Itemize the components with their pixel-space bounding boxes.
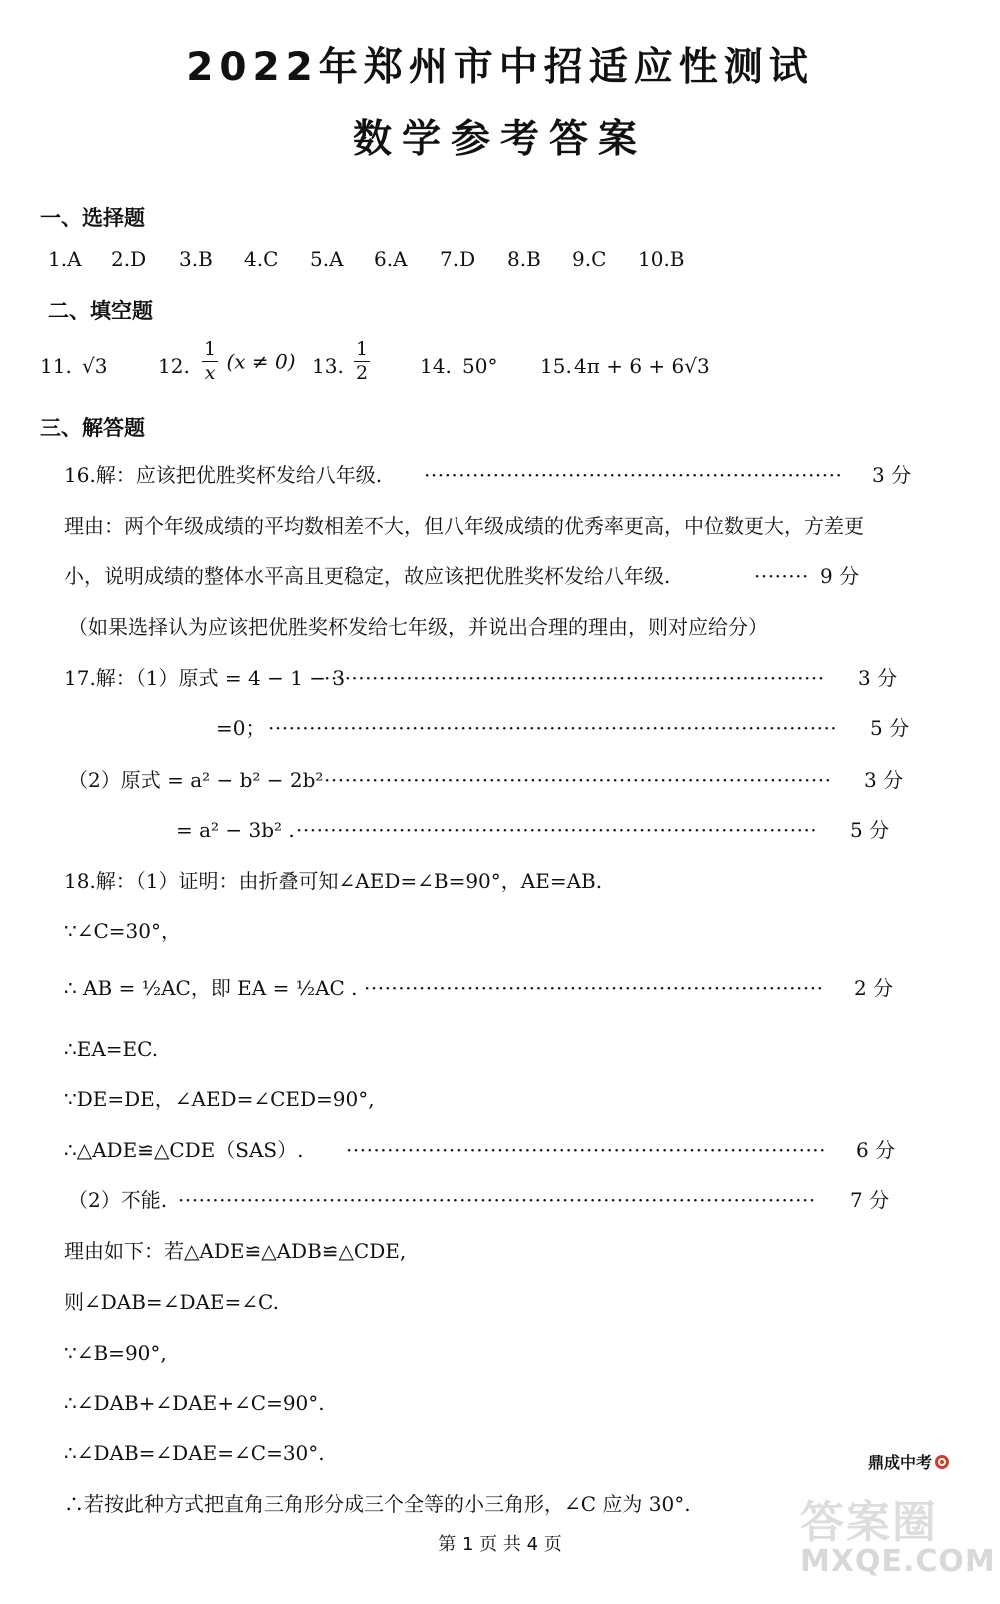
leader-dots: ····························································· [424,463,843,487]
logo-text: 鼎成中考 [868,1453,933,1472]
solution-line [64,1033,964,1065]
line-text: ∴∠DAB=∠DAE=∠C=30°. [64,1441,325,1465]
line-text: ∵∠C=30°， [64,919,181,943]
leader-dots: ··································································· [364,976,824,1000]
solution-line [64,459,964,491]
line-text: =0； [216,716,266,740]
solution-line [216,712,956,744]
choice-answer: 8.B [507,247,541,271]
line-text: 16.解：应该把优胜奖杯发给八年级. [64,463,383,487]
line-text: 则∠DAB=∠DAE=∠C. [64,1290,279,1314]
line-text: ∴△ADE≌△CDE（SAS）. [64,1138,304,1162]
leader-dots: ··················································································· [268,716,838,740]
watermark-bottom: MXQE.COM [800,1544,996,1579]
leader-dots: ········ [754,564,809,588]
line-text: ∴ AB = ½AC，即 EA = ½AC . [64,976,358,1000]
q12-label: 12. [158,354,190,378]
solution-line [64,915,964,947]
target-icon [935,1455,949,1469]
line-text: = a² − 3b² . [176,818,295,842]
choice-answer: 10.B [638,247,685,271]
watermark-top: 答案圈 [800,1497,938,1548]
choice-answer: 9.C [572,247,607,271]
choice-answer: 4.C [244,247,279,271]
q13-numerator: 1 [356,338,369,360]
leader-dots: ······································································ [346,1138,827,1162]
line-text: 18.解：（1）证明：由折叠可知∠AED=∠B=90°，AE=AB. [64,869,603,893]
q14-value: 50° [462,354,498,378]
line-text: 17.解：（1）原式 = 4 − 1 − 3 [64,666,346,690]
choice-answer: 6.A [374,247,408,271]
line-text: ∴EA=EC. [64,1037,159,1061]
solution-line [64,1387,964,1419]
page-title: 2022年郑州市中招适应性测试 [186,45,814,90]
leader-dots: ····························································································· [178,1188,816,1212]
page-subtitle: 数学参考答案 [352,117,647,162]
line-text: （2）不能. [68,1188,168,1212]
section-heading-solve: 三、解答题 [40,416,145,440]
solution-line [64,972,964,1004]
solution-line [64,1437,964,1469]
score-label: 3 分 [864,768,904,792]
solution-line [64,1083,964,1115]
publisher-logo [868,1450,949,1473]
q13-label: 13. [312,354,344,378]
choice-answer: 7.D [440,247,476,271]
q14-label: 14. [420,354,452,378]
q13-denominator: 2 [356,362,369,384]
choice-answer: 3.B [179,247,213,271]
score-label: 3 分 [858,666,898,690]
leader-dots: ········································································· [324,666,825,690]
line-text: 理由如下：若△ADE≌△ADB≌△CDE, [64,1239,407,1263]
score-label: 7 分 [850,1188,890,1212]
q12-condition: (x ≠ 0) [226,349,296,374]
solution-line [64,560,964,592]
solution-line [64,865,964,897]
solution-line [64,1235,964,1267]
solution-line [64,662,964,694]
line-text: （如果选择认为应该把优胜奖杯发给七年级，并说出合理的理由，则对应给分） [68,615,768,639]
solution-line [64,510,964,542]
line-text: ∵∠B=90°, [64,1341,167,1365]
score-label: 5 分 [870,716,910,740]
leader-dots: ············································································ [296,818,818,842]
section-heading-fill: 二、填空题 [48,299,153,323]
solution-line [68,1184,968,1216]
solution-line [68,611,968,643]
choice-answer: 5.A [310,247,344,271]
score-label: 9 分 [820,564,860,588]
score-label: 6 分 [856,1138,896,1162]
q15-label: 15. [540,354,572,378]
fill-answers [40,340,980,410]
line-text: 小，说明成绩的整体水平高且更稳定，故应该把优胜奖杯发给八年级. [64,564,671,588]
line-text: （2）原式 = a² − b² − 2b² [68,768,324,792]
leader-dots: ·········································································· [324,768,832,792]
choice-answer: 1.A [48,247,82,271]
line-text: ∴若按此种方式把直角三角形分成三个全等的小三角形，∠C 应为 30°. [64,1492,691,1516]
line-text: ∴∠DAB+∠DAE+∠C=90°. [64,1391,325,1415]
page-footer: 第 1 页 共 4 页 [438,1534,562,1555]
q12-value [200,340,296,383]
line-text: 理由：两个年级成绩的平均数相差不大，但八年级成绩的优秀率更高，中位数更大，方差更 [64,514,864,538]
solution-line [176,814,956,846]
q11-label: 11. [40,354,72,378]
q12-fraction [202,340,218,383]
q12-denominator: x [204,362,216,384]
q13-fraction [354,340,370,383]
q12-numerator: 1 [204,338,217,360]
solution-line [64,1286,964,1318]
score-label: 5 分 [850,818,890,842]
q15-value: 4π + 6 + 6√3 [574,354,710,378]
solution-line [64,1337,964,1369]
solution-line [68,764,968,796]
choice-answer: 2.D [111,247,147,271]
section-heading-choice: 一、选择题 [40,206,145,230]
solution-line [64,1134,964,1166]
line-text: ∵DE=DE，∠AED=∠CED=90°, [64,1087,375,1111]
score-label: 2 分 [854,976,894,1000]
q13-value [352,340,372,383]
score-label: 3 分 [872,463,912,487]
q11-value: √3 [82,354,108,378]
